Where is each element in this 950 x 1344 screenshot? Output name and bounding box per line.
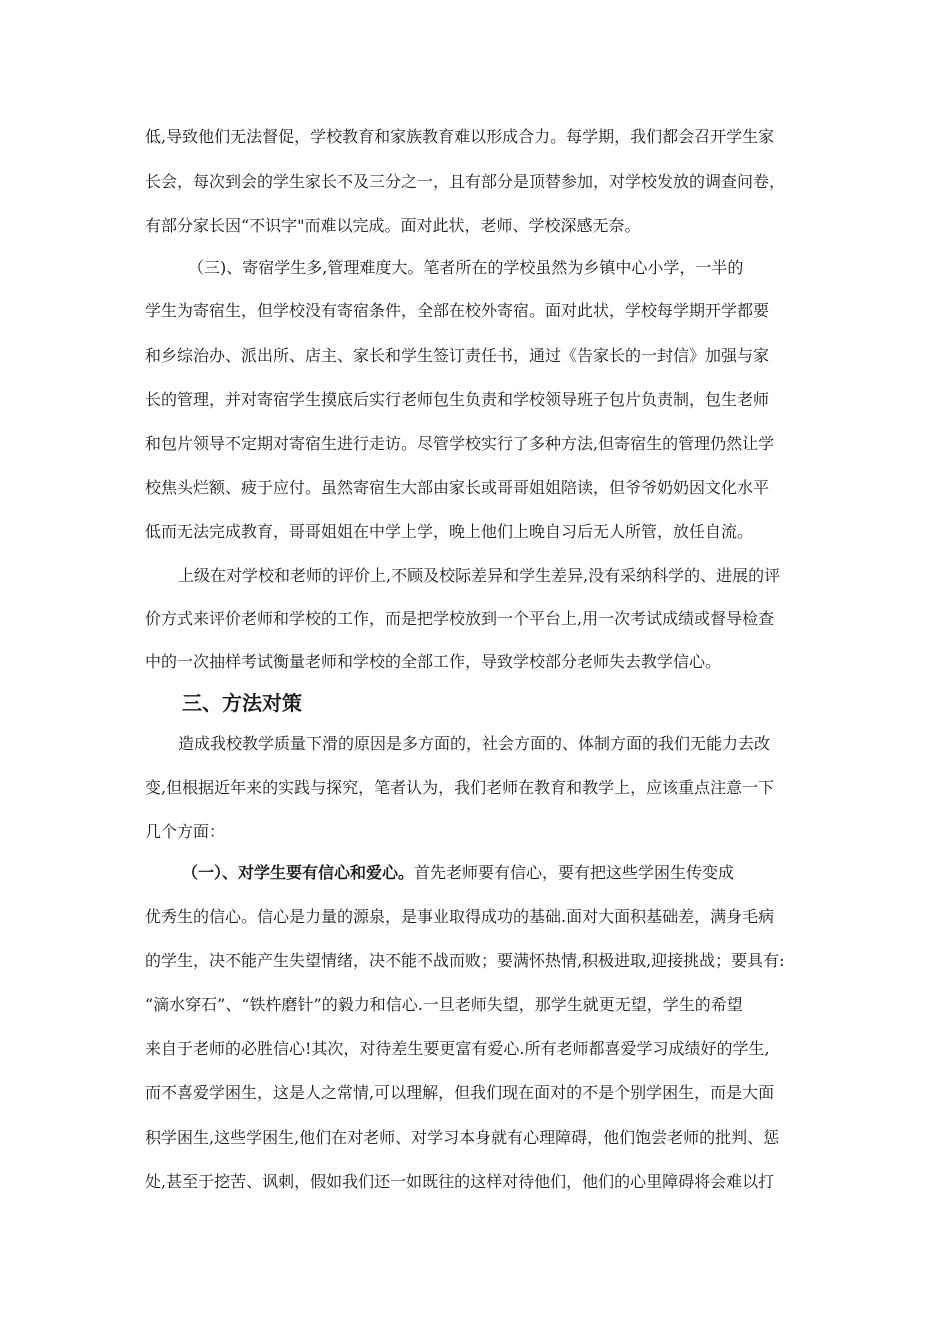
text-line: 来自于老师的必胜信心!其次，对待差生要更富有爱心.所有老师都喜爱学习成绩好的学生, [145,1039,770,1058]
text-line: 低而无法完成教育，哥哥姐姐在中学上学，晚上他们上晚自习后无人所管，放任自流。 [145,522,754,541]
text-line: 低,导致他们无法督促，学校教育和家族教育难以形成合力。每学期，我们都会召开学生家 [145,127,775,146]
text-line: 积学困生,这些学困生,他们在对老师、对学习本身就有心理障碍，他们饱尝老师的批判、惩 [145,1128,780,1147]
text-line: 校焦头烂额、疲于应付。虽然寄宿生大部由家长或哥哥姐姐陪读，但爷爷奶奶因文化水平 [145,478,770,497]
text-line: 上级在对学校和老师的评价上,不顾及校际差异和学生差异,没有采纳科学的、进展的评 [178,566,781,585]
text-line: 而不喜爱学困生，这是人之常情,可以理解，但我们现在面对的不是个别学困生，而是大面 [145,1083,775,1102]
text-line: 有部分家长因“不识字"而难以完成。面对此状，老师、学校深感无奈。 [145,216,641,235]
text-line [182,863,810,883]
text-line: 长的管理，并对寄宿学生摸底后实行老师包生负责和学校领导班子包片负责制，包生老师 [145,390,770,409]
text-line: 中的一次抽样考试衡量老师和学校的全部工作，导致学校部分老师失去教学信心。 [145,652,722,671]
text-line: “滴水穿石”、“铁杵磨针”的毅力和信心.一旦老师失望，那学生就更无望，学生的希望 [145,995,743,1014]
text-line: 学生为寄宿生，但学校没有寄宿条件，全部在校外寄宿。面对此状，学校每学期开学都要 [145,301,770,320]
text-line: 造成我校教学质量下滑的原因是多方面的，社会方面的、体制方面的我们无能力去改 [178,734,771,753]
text-line: 的学生，决不能产生失望情绪，决不能不战而败；要满怀热情,积极进取,迎接挑战；要具有: [145,951,785,970]
text-line: 和包片领导不定期对寄宿生进行走访。尽管学校实行了多种方法,但寄宿生的管理仍然让学 [145,434,775,453]
text-line: 变,但根据近年来的实践与探究，笔者认为，我们老师在教育和教学上，应该重点注意一下 [145,778,775,797]
text-line: 处,甚至于挖苦、讽刺，假如我们还一如既往的这样对待他们，他们的心里障碍将会难以打 [145,1172,775,1191]
text-run: 首先老师要有信心，要有把这些学困生传变成 [414,863,735,882]
text-line: 和乡综治办、派出所、店主、家长和学生签订责任书，通过《告家长的一封信》加强与家 [145,346,770,365]
text-line: 几个方面： [145,822,226,841]
section-subheading: （一）、对学生要有信心和爱心。 [182,863,415,882]
text-line: 优秀生的信心。信心是力量的源泉，是事业取得成功的基础.面对大面积基础差，满身毛病 [145,907,775,926]
text-run: 笔者所在的学校虽然为乡镇中心小学，一半的 [423,258,744,277]
text-line: 价方式来评价老师和学校的工作，而是把学校放到一个平台上,用一次考试成绩或督导检查 [145,609,775,628]
section-heading: 三、方法对策 [182,691,302,715]
section-subheading: （三)、寄宿学生多,管理难度大。 [188,258,424,277]
text-line: 长会，每次到会的学生家长不及三分之一，且有部分是顶替参加，对学校发放的调查问卷， [145,172,786,191]
text-line [188,258,810,278]
